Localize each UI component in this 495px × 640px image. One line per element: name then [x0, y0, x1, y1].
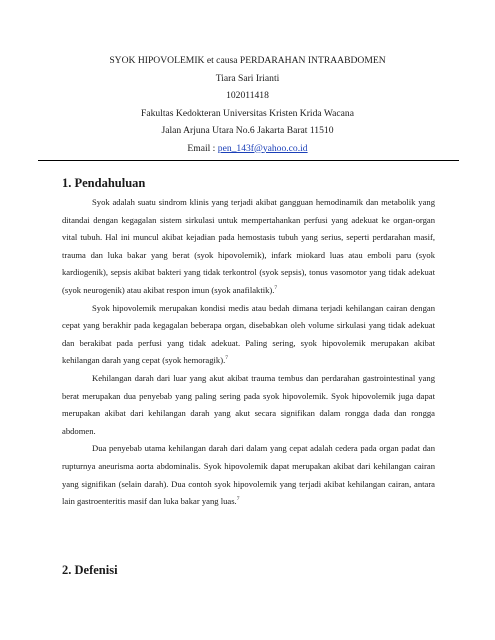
paragraph-text: Kehilangan darah dari luar yang akut akibat trauma tembus dan perdarahan gastrointestinal yang berat merupakan dua penyebab yang paling sering pada syok hipovolemik. Syok hipovolemik juga dapat merupakan akibat dari kehilangan darah yang akut secara signifikan dalam rongga dada dan rongga abdomen.	[62, 372, 435, 436]
section-heading-defenisi: 2. Defenisi	[62, 563, 118, 577]
email-line	[0, 140, 495, 158]
paper-header	[0, 52, 495, 157]
paragraph-text: Syok adalah suatu sindrom klinis yang terjadi akibat gangguan hemodinamik dan metabolik yang ditandai dengan kegagalan sistem sirkulasi untuk mempertahankan perfusi yang adekuat ke organ-organ vital tubuh. Hal ini muncul akibat kejadian pada hemostasis tubuh yang serius, seperti perdarahan masif, trauma dan luka bakar yang berat (syok hipovolemik), infark miokard luas atau emboli paru (syok kardiogenik), sepsis akibat bakteri yang tidak terkontrol (syok sepsis), tonus vasomotor yang tidak adekuat (syok neurogenik) atau akibat respon imun (syok anafilaktik).	[62, 197, 435, 295]
faculty-name: Fakultas Kedokteran Universitas Kristen Krida Wacana	[141, 107, 354, 119]
header-divider	[38, 160, 459, 161]
author-name: Tiara Sari Irianti	[215, 72, 280, 84]
paragraph	[62, 300, 435, 370]
paragraph-text: Dua penyebab utama kehilangan darah dari dalam yang cepat adalah cedera pada organ padat dan rupturnya aneurisma aorta abdominalis. Syok hipovolemik dapat merupakan akibat dari kehilangan cairan yang signifikan (selain darah). Dua contoh syok hipovolemik yang terjadi akibat kehilangan cairan, antara lain gastroenteritis masif dan luka bakar yang luas.	[62, 443, 435, 507]
paper-title: SYOK HIPOVOLEMIK et causa PERDARAHAN INTRAABDOMEN	[109, 55, 386, 66]
email-link[interactable]: pen_143f@yahoo.co.id	[217, 142, 308, 154]
address: Jalan Arjuna Utara No.6 Jakarta Barat 11510	[161, 125, 334, 136]
paragraph	[62, 440, 435, 510]
student-id: 102011418	[226, 90, 269, 101]
reference-number: 7	[225, 355, 228, 362]
section-body-pendahuluan	[62, 194, 435, 511]
reference-number: 7	[274, 285, 278, 292]
section-heading-pendahuluan: 1. Pendahuluan	[62, 176, 146, 190]
paragraph	[62, 370, 435, 440]
paragraph	[62, 194, 435, 300]
paragraph-text: Syok hipovolemik merupakan kondisi medis atau bedah dimana terjadi kehilangan cairan dengan cepat yang berakhir pada kegagalan beberapa organ, disebabkan oleh volume sirkulasi yang tidak adekuat dan berakibat pada perfusi yang tidak adekuat. Paling sering, syok hipovolemik merupakan akibat kehilangan darah yang cepat (syok hemoragik).	[62, 302, 435, 366]
email-label: Email :	[187, 142, 216, 154]
reference-number: 7	[236, 496, 240, 503]
